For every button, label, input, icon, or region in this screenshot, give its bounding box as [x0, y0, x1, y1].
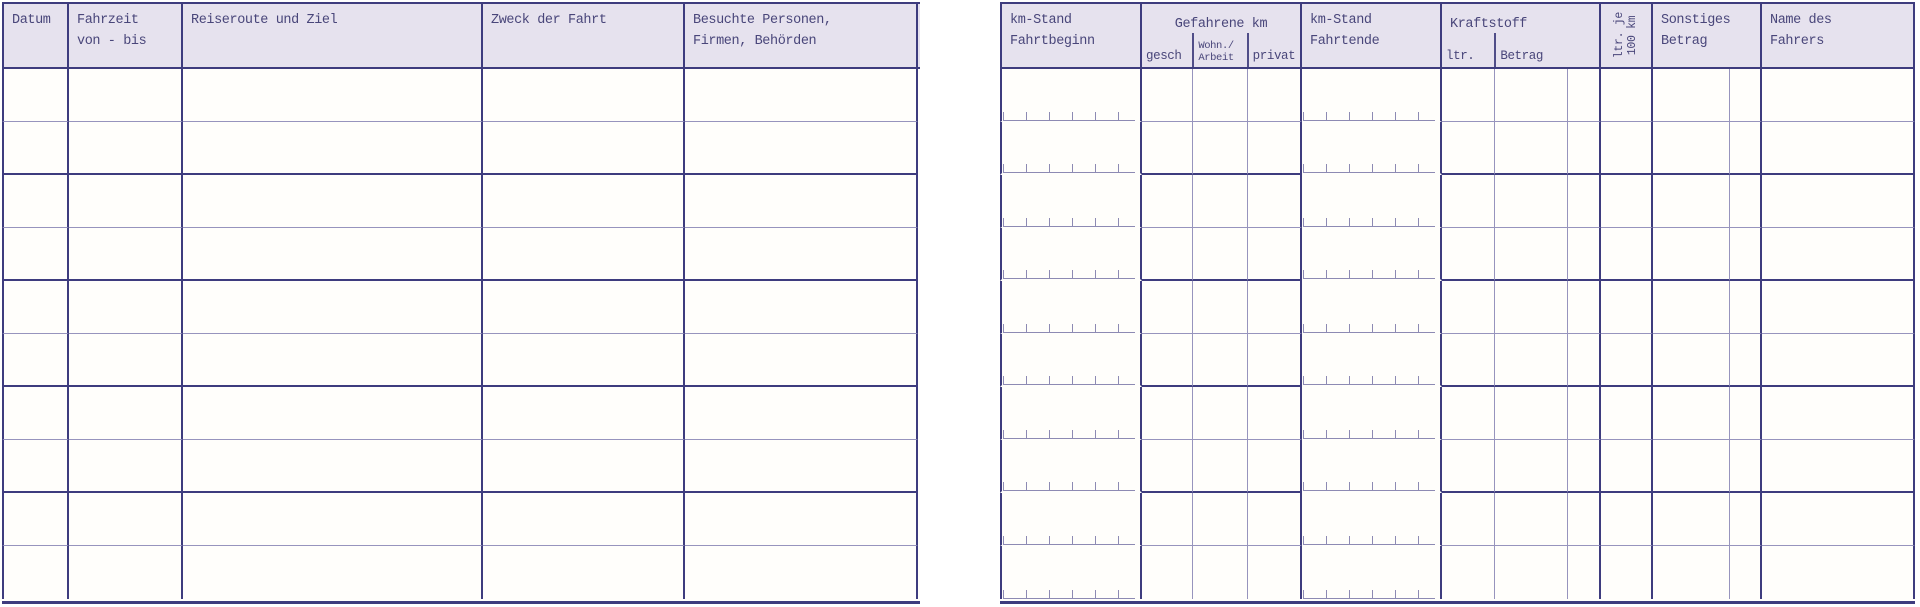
digit-comb [1003, 324, 1135, 333]
column-header-label: km-Stand [1310, 13, 1372, 28]
reiseroute-cell [183, 281, 483, 334]
column-group-gefahrene-km [1142, 4, 1302, 67]
fahrzeit-cell [69, 493, 183, 546]
digit-comb [1303, 376, 1435, 385]
gesch-cell [1142, 281, 1193, 334]
ltr-je-100km-cell [1601, 546, 1653, 599]
table-row [1000, 387, 1915, 440]
column-header-label: Fahrtende [1310, 34, 1380, 49]
name-des-fahrers-cell [1762, 69, 1915, 122]
fahrzeit-cell [69, 122, 183, 175]
table-row [1000, 69, 1915, 122]
column-header-km-stand-fahrtbeginn [1000, 4, 1142, 67]
wohn-arbeit-cell [1193, 122, 1248, 175]
km-stand-fahrtende-cell [1302, 281, 1442, 334]
privat-cell [1248, 122, 1302, 175]
reiseroute-cell [183, 334, 483, 387]
kraftstoff-betrag-cell [1495, 387, 1568, 440]
kraftstoff-betrag-cell [1495, 281, 1568, 334]
besuchte-personen-cell [685, 334, 918, 387]
name-des-fahrers-cell [1762, 175, 1915, 228]
column-header-ltr [1442, 33, 1494, 67]
column-header-label: 100 km [1626, 15, 1639, 56]
zweck-cell [483, 281, 685, 334]
kraftstoff-betrag-cent-cell [1568, 546, 1601, 599]
km-stand-fahrtende-cell [1302, 69, 1442, 122]
name-des-fahrers-cell [1762, 334, 1915, 387]
digit-comb [1003, 164, 1135, 173]
besuchte-personen-cell [685, 493, 918, 546]
zweck-cell [483, 122, 685, 175]
kraftstoff-betrag-cent-cell [1568, 228, 1601, 281]
column-header-km-stand-fahrtende [1302, 4, 1442, 67]
digit-comb [1003, 376, 1135, 385]
odometer-costs-body [1000, 69, 1915, 599]
odometer-costs-header-row [1000, 4, 1915, 69]
ltr-je-100km-cell [1601, 69, 1653, 122]
name-des-fahrers-cell [1762, 281, 1915, 334]
sonstiges-betrag-cell [1653, 334, 1730, 387]
digit-comb [1303, 164, 1435, 173]
kraftstoff-ltr-cell [1442, 69, 1495, 122]
km-stand-fahrtbeginn-cell [1000, 334, 1142, 387]
km-stand-fahrtbeginn-cell [1000, 546, 1142, 599]
column-header-datum [2, 4, 69, 67]
gesch-cell [1142, 493, 1193, 546]
besuchte-personen-cell [685, 69, 918, 122]
ltr-je-100km-cell [1601, 440, 1653, 493]
km-stand-fahrtende-cell [1302, 334, 1442, 387]
sonstiges-betrag-cell [1653, 122, 1730, 175]
wohn-arbeit-cell [1193, 440, 1248, 493]
column-header-label: Sonstiges [1661, 13, 1731, 28]
column-group-kraftstoff [1442, 4, 1601, 67]
kraftstoff-betrag-cell [1495, 69, 1568, 122]
trip-details-table [2, 2, 920, 604]
zweck-cell [483, 387, 685, 440]
column-header-reiseroute [183, 4, 483, 67]
datum-cell [2, 122, 69, 175]
privat-cell [1248, 440, 1302, 493]
name-des-fahrers-cell [1762, 122, 1915, 175]
sonstiges-betrag-cell [1653, 546, 1730, 599]
privat-cell [1248, 334, 1302, 387]
kraftstoff-betrag-cent-cell [1568, 281, 1601, 334]
column-header-label: Name des [1770, 13, 1832, 28]
column-header-label: ltr. [1446, 49, 1475, 63]
reiseroute-cell [183, 175, 483, 228]
ltr-je-100km-cell [1601, 228, 1653, 281]
table-row [1000, 493, 1915, 546]
zweck-cell [483, 175, 685, 228]
digit-comb [1003, 482, 1135, 491]
table-row [1000, 175, 1915, 228]
digit-comb [1303, 536, 1435, 545]
datum-cell [2, 440, 69, 493]
km-stand-fahrtbeginn-cell [1000, 175, 1142, 228]
zweck-cell [483, 493, 685, 546]
fahrzeit-cell [69, 440, 183, 493]
kraftstoff-betrag-cent-cell [1568, 334, 1601, 387]
column-header-label: km-Stand [1010, 13, 1072, 28]
sonstiges-betrag-cell [1653, 440, 1730, 493]
kraftstoff-ltr-cell [1442, 281, 1495, 334]
sonstiges-betrag-cent-cell [1730, 175, 1762, 228]
table-row [2, 440, 920, 493]
fahrzeit-cell [69, 69, 183, 122]
kraftstoff-ltr-cell [1442, 175, 1495, 228]
kraftstoff-subcolumns [1442, 33, 1599, 67]
kraftstoff-ltr-cell [1442, 122, 1495, 175]
kraftstoff-betrag-cell [1495, 546, 1568, 599]
ltr-je-100km-cell [1601, 334, 1653, 387]
kraftstoff-betrag-cell [1495, 334, 1568, 387]
name-des-fahrers-cell [1762, 546, 1915, 599]
ltr-je-100km-cell [1601, 281, 1653, 334]
column-header-label: Wohn./ [1198, 40, 1234, 52]
name-des-fahrers-cell [1762, 387, 1915, 440]
column-group-title: Gefahrene km [1174, 17, 1268, 32]
gesch-cell [1142, 440, 1193, 493]
column-header-label: privat [1252, 49, 1296, 63]
column-header-label: Arbeit [1198, 52, 1234, 64]
sonstiges-betrag-cent-cell [1730, 122, 1762, 175]
sonstiges-betrag-cent-cell [1730, 440, 1762, 493]
km-stand-fahrtbeginn-cell [1000, 228, 1142, 281]
table-row [2, 69, 920, 122]
vertical-label [1613, 12, 1639, 58]
column-header-kraftstoff-betrag [1494, 33, 1599, 67]
table-row [2, 334, 920, 387]
zweck-cell [483, 440, 685, 493]
table-row [1000, 228, 1915, 281]
zweck-cell [483, 228, 685, 281]
table-row [1000, 440, 1915, 493]
kraftstoff-betrag-cent-cell [1568, 122, 1601, 175]
column-header-wohn-arbeit [1192, 33, 1246, 67]
name-des-fahrers-cell [1762, 440, 1915, 493]
digit-comb [1303, 482, 1435, 491]
column-header-label: ltr. je [1613, 12, 1626, 59]
column-header-zweck [483, 4, 685, 67]
privat-cell [1248, 228, 1302, 281]
table-row [1000, 281, 1915, 334]
kraftstoff-ltr-cell [1442, 493, 1495, 546]
column-header-label: von - bis [77, 34, 147, 49]
table-row [2, 122, 920, 175]
wohn-arbeit-cell [1193, 334, 1248, 387]
digit-comb [1303, 324, 1435, 333]
column-header-label: Betrag [1661, 34, 1708, 49]
column-header-label: Datum [12, 13, 51, 28]
kraftstoff-betrag-cell [1495, 228, 1568, 281]
besuchte-personen-cell [685, 228, 918, 281]
column-header-name-des-fahrers [1762, 4, 1915, 67]
datum-cell [2, 493, 69, 546]
km-stand-fahrtbeginn-cell [1000, 69, 1142, 122]
column-header-sonstiges-betrag [1653, 4, 1762, 67]
sonstiges-betrag-cent-cell [1730, 546, 1762, 599]
digit-comb [1303, 112, 1435, 121]
wohn-arbeit-cell [1193, 228, 1248, 281]
digit-comb [1303, 430, 1435, 439]
kraftstoff-betrag-cent-cell [1568, 69, 1601, 122]
ltr-je-100km-cell [1601, 122, 1653, 175]
km-stand-fahrtende-cell [1302, 493, 1442, 546]
table-row [2, 493, 920, 546]
sonstiges-betrag-cell [1653, 493, 1730, 546]
besuchte-personen-cell [685, 546, 918, 599]
kraftstoff-ltr-cell [1442, 228, 1495, 281]
datum-cell [2, 175, 69, 228]
column-header-label: Zweck der Fahrt [491, 13, 607, 28]
kraftstoff-ltr-cell [1442, 440, 1495, 493]
sonstiges-betrag-cent-cell [1730, 228, 1762, 281]
table-row [2, 175, 920, 228]
privat-cell [1248, 546, 1302, 599]
trip-details-body [2, 69, 920, 599]
km-stand-fahrtbeginn-cell [1000, 122, 1142, 175]
fahrzeit-cell [69, 281, 183, 334]
sonstiges-betrag-cent-cell [1730, 493, 1762, 546]
km-stand-fahrtende-cell [1302, 228, 1442, 281]
gesch-cell [1142, 387, 1193, 440]
column-header-privat [1247, 33, 1300, 67]
datum-cell [2, 546, 69, 599]
fahrzeit-cell [69, 334, 183, 387]
sonstiges-betrag-cell [1653, 281, 1730, 334]
wohn-arbeit-cell [1193, 493, 1248, 546]
sonstiges-betrag-cent-cell [1730, 281, 1762, 334]
besuchte-personen-cell [685, 175, 918, 228]
reiseroute-cell [183, 122, 483, 175]
besuchte-personen-cell [685, 122, 918, 175]
km-stand-fahrtende-cell [1302, 122, 1442, 175]
wohn-arbeit-cell [1193, 69, 1248, 122]
digit-comb [1003, 430, 1135, 439]
datum-cell [2, 387, 69, 440]
sonstiges-betrag-cent-cell [1730, 387, 1762, 440]
gesch-cell [1142, 334, 1193, 387]
gesch-cell [1142, 175, 1193, 228]
wohn-arbeit-cell [1193, 546, 1248, 599]
wohn-arbeit-cell [1193, 387, 1248, 440]
reiseroute-cell [183, 228, 483, 281]
reiseroute-cell [183, 69, 483, 122]
gesch-cell [1142, 69, 1193, 122]
table-row [2, 546, 920, 599]
sonstiges-betrag-cent-cell [1730, 69, 1762, 122]
fahrzeit-cell [69, 387, 183, 440]
gesch-cell [1142, 122, 1193, 175]
gesch-cell [1142, 228, 1193, 281]
kraftstoff-ltr-cell [1442, 334, 1495, 387]
reiseroute-cell [183, 440, 483, 493]
privat-cell [1248, 493, 1302, 546]
wohn-arbeit-cell [1193, 281, 1248, 334]
name-des-fahrers-cell [1762, 228, 1915, 281]
kraftstoff-betrag-cell [1495, 440, 1568, 493]
digit-comb [1003, 536, 1135, 545]
table-row [1000, 122, 1915, 175]
wohn-arbeit-cell [1193, 175, 1248, 228]
privat-cell [1248, 69, 1302, 122]
column-header-label: Firmen, Behörden [693, 34, 817, 49]
sonstiges-betrag-cell [1653, 175, 1730, 228]
column-header-label: Fahrtbeginn [1010, 34, 1095, 49]
km-stand-fahrtbeginn-cell [1000, 440, 1142, 493]
table-row [2, 387, 920, 440]
sonstiges-betrag-cent-cell [1730, 334, 1762, 387]
digit-comb [1003, 112, 1135, 121]
kraftstoff-betrag-cent-cell [1568, 493, 1601, 546]
privat-cell [1248, 175, 1302, 228]
kraftstoff-betrag-cell [1495, 122, 1568, 175]
odometer-costs-table [1000, 2, 1915, 604]
kraftstoff-betrag-cent-cell [1568, 387, 1601, 440]
column-header-label: gesch [1146, 49, 1182, 63]
km-stand-fahrtende-cell [1302, 387, 1442, 440]
column-header-gesch [1142, 33, 1192, 67]
column-header-ltr-je-100km [1601, 4, 1653, 67]
sonstiges-betrag-cell [1653, 387, 1730, 440]
ltr-je-100km-cell [1601, 493, 1653, 546]
kraftstoff-betrag-cell [1495, 175, 1568, 228]
column-header-fahrzeit [69, 4, 183, 67]
reiseroute-cell [183, 546, 483, 599]
gefahrene-km-subcolumns [1142, 33, 1300, 67]
sonstiges-betrag-cell [1653, 69, 1730, 122]
column-header-besuchte-personen [685, 4, 918, 67]
sonstiges-betrag-cell [1653, 228, 1730, 281]
datum-cell [2, 69, 69, 122]
table-row [1000, 334, 1915, 387]
ltr-je-100km-cell [1601, 175, 1653, 228]
kraftstoff-betrag-cell [1495, 493, 1568, 546]
column-header-label: Reiseroute und Ziel [191, 13, 338, 28]
kraftstoff-ltr-cell [1442, 546, 1495, 599]
zweck-cell [483, 334, 685, 387]
digit-comb [1003, 270, 1135, 279]
km-stand-fahrtende-cell [1302, 175, 1442, 228]
gesch-cell [1142, 546, 1193, 599]
column-header-label: Fahrers [1770, 34, 1824, 49]
privat-cell [1248, 281, 1302, 334]
besuchte-personen-cell [685, 387, 918, 440]
datum-cell [2, 281, 69, 334]
column-header-label: Betrag [1500, 49, 1543, 63]
digit-comb [1003, 590, 1135, 599]
privat-cell [1248, 387, 1302, 440]
kraftstoff-betrag-cent-cell [1568, 440, 1601, 493]
column-header-label: Fahrzeit [77, 13, 139, 28]
table-row [2, 281, 920, 334]
name-des-fahrers-cell [1762, 493, 1915, 546]
table-row [1000, 546, 1915, 599]
zweck-cell [483, 69, 685, 122]
km-stand-fahrtbeginn-cell [1000, 281, 1142, 334]
datum-cell [2, 228, 69, 281]
datum-cell [2, 334, 69, 387]
table-row [2, 228, 920, 281]
besuchte-personen-cell [685, 281, 918, 334]
kraftstoff-ltr-cell [1442, 387, 1495, 440]
reiseroute-cell [183, 387, 483, 440]
fahrzeit-cell [69, 228, 183, 281]
kraftstoff-betrag-cent-cell [1568, 175, 1601, 228]
digit-comb [1303, 590, 1435, 599]
fahrzeit-cell [69, 546, 183, 599]
column-header-label: Besuchte Personen, [693, 13, 832, 28]
fahrzeit-cell [69, 175, 183, 228]
besuchte-personen-cell [685, 440, 918, 493]
km-stand-fahrtende-cell [1302, 546, 1442, 599]
column-group-title: Kraftstoff [1450, 17, 1528, 32]
km-stand-fahrtbeginn-cell [1000, 493, 1142, 546]
digit-comb [1303, 218, 1435, 227]
trip-details-header-row [2, 4, 920, 69]
reiseroute-cell [183, 493, 483, 546]
km-stand-fahrtende-cell [1302, 440, 1442, 493]
digit-comb [1303, 270, 1435, 279]
km-stand-fahrtbeginn-cell [1000, 387, 1142, 440]
ltr-je-100km-cell [1601, 387, 1653, 440]
digit-comb [1003, 218, 1135, 227]
zweck-cell [483, 546, 685, 599]
